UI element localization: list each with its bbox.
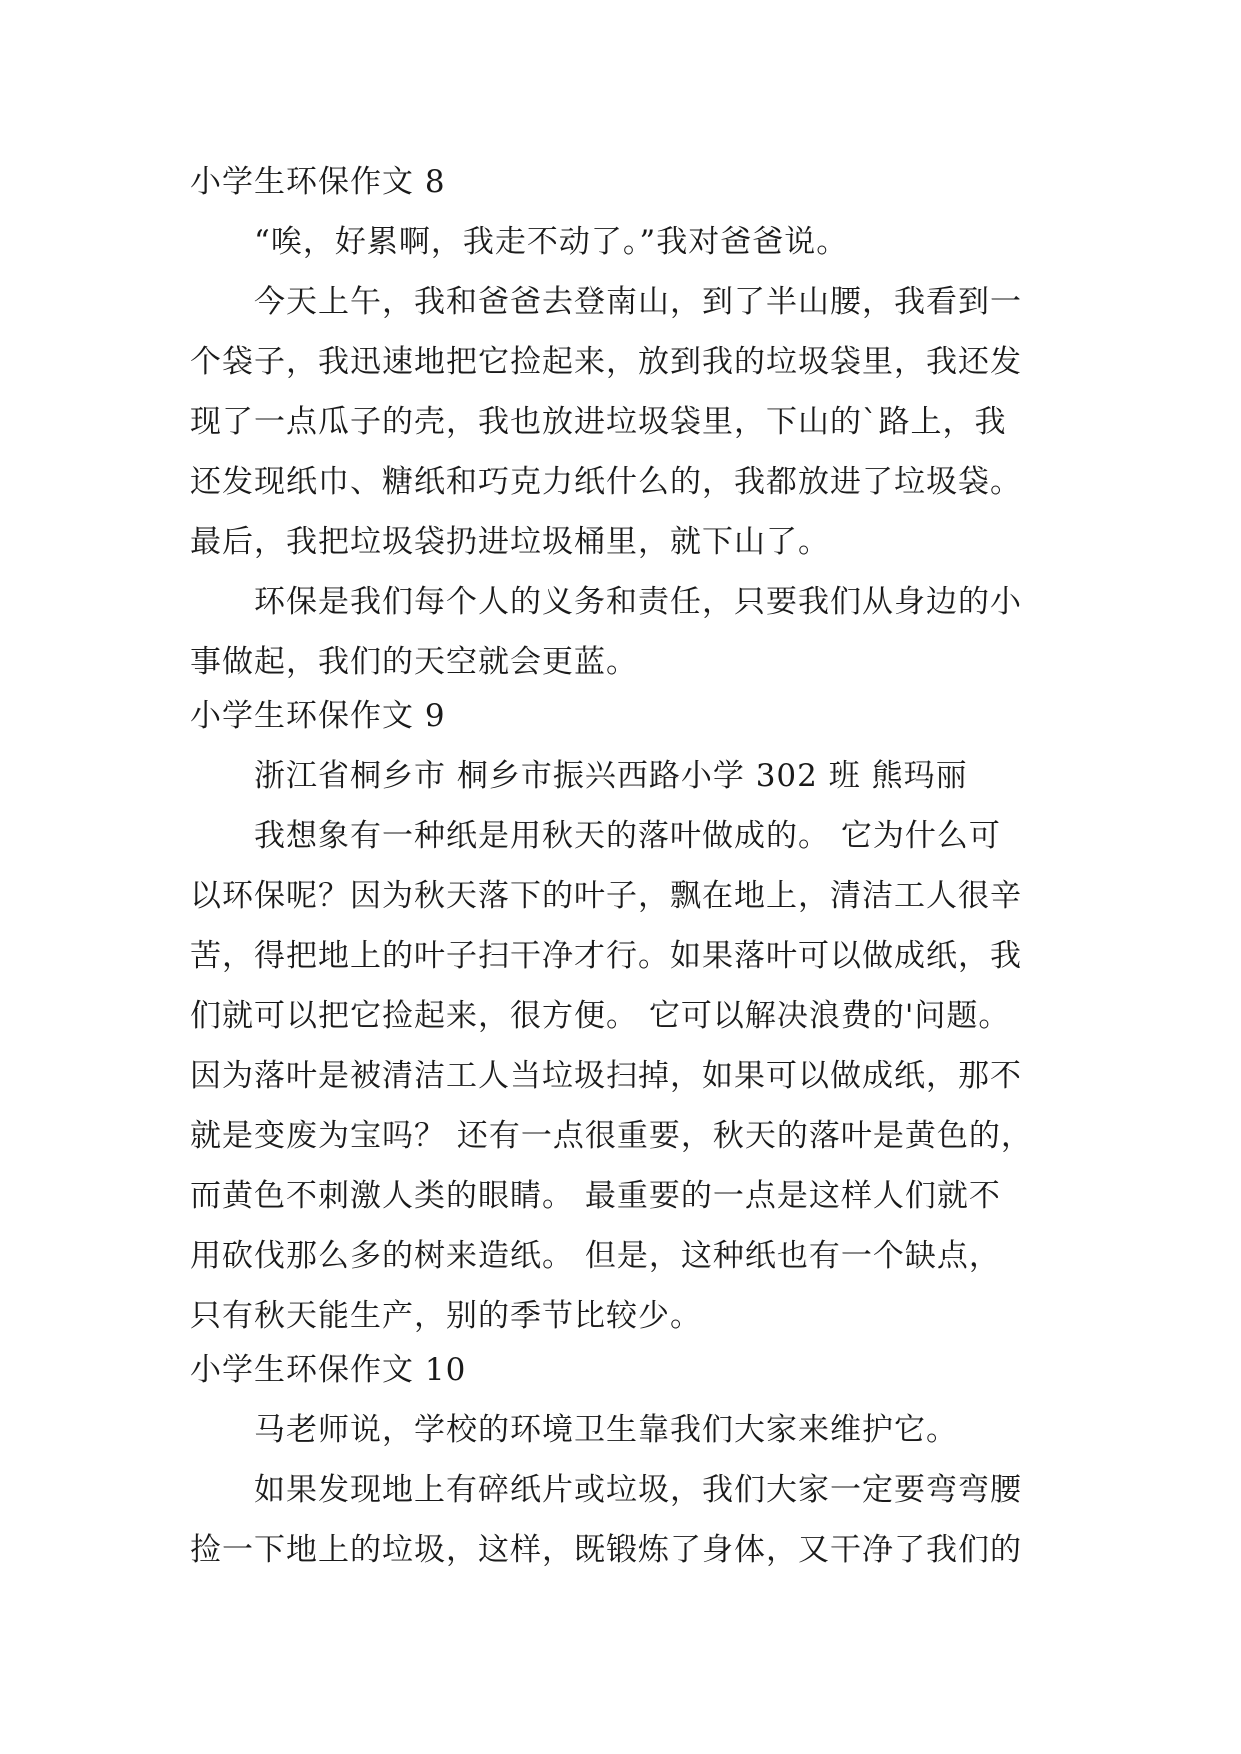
paragraph-line: 只有秋天能生产，别的季节比较少。: [190, 1298, 702, 1334]
author-line: 浙江省桐乡市 桐乡市振兴西路小学 302 班 熊玛丽: [254, 758, 968, 794]
paragraph-line: 因为落叶是被清洁工人当垃圾扫掉，如果可以做成纸，那不: [190, 1058, 1022, 1094]
heading-essay-9: 小学生环保作文 9: [190, 698, 446, 734]
paragraph-line: 环保是我们每个人的义务和责任，只要我们从身边的小: [254, 584, 1022, 620]
paragraph-line: 现了一点瓜子的壳，我也放进垃圾袋里，下山的`路上，我: [190, 404, 1007, 440]
paragraph-line: 们就可以把它捡起来，很方便。 它可以解决浪费的'问题。: [190, 998, 1011, 1034]
paragraph-line: 事做起，我们的天空就会更蓝。: [190, 644, 638, 680]
paragraph-line: 最后，我把垃圾袋扔进垃圾桶里，就下山了。: [190, 524, 830, 560]
paragraph-line: 用砍伐那么多的树来造纸。 但是，这种纸也有一个缺点，: [190, 1238, 1001, 1274]
paragraph-line: “唉，好累啊，我走不动了。”我对爸爸说。: [254, 224, 849, 260]
paragraph-line: 个袋子，我迅速地把它捡起来，放到我的垃圾袋里，我还发: [190, 344, 1022, 380]
paragraph-line: 以环保呢？因为秋天落下的叶子，飘在地上，清洁工人很辛: [190, 878, 1022, 914]
paragraph-line: 如果发现地上有碎纸片或垃圾，我们大家一定要弯弯腰: [254, 1472, 1022, 1508]
paragraph-line: 就是变废为宝吗？ 还有一点很重要，秋天的落叶是黄色的，: [190, 1118, 1033, 1154]
paragraph-line: 苦，得把地上的叶子扫干净才行。如果落叶可以做成纸，我: [190, 938, 1022, 974]
paragraph-line: 而黄色不刺激人类的眼睛。 最重要的一点是这样人们就不: [190, 1178, 1001, 1214]
paragraph-line: 马老师说，学校的环境卫生靠我们大家来维护它。: [254, 1412, 958, 1448]
heading-essay-10: 小学生环保作文 10: [190, 1352, 467, 1388]
paragraph-line: 我想象有一种纸是用秋天的落叶做成的。 它为什么可: [254, 818, 1001, 854]
heading-essay-8: 小学生环保作文 8: [190, 164, 446, 200]
paragraph-line: 捡一下地上的垃圾，这样，既锻炼了身体，又干净了我们的: [190, 1532, 1022, 1568]
paragraph-line: 还发现纸巾、糖纸和巧克力纸什么的，我都放进了垃圾袋。: [190, 464, 1022, 500]
paragraph-line: 今天上午，我和爸爸去登南山，到了半山腰，我看到一: [254, 284, 1022, 320]
